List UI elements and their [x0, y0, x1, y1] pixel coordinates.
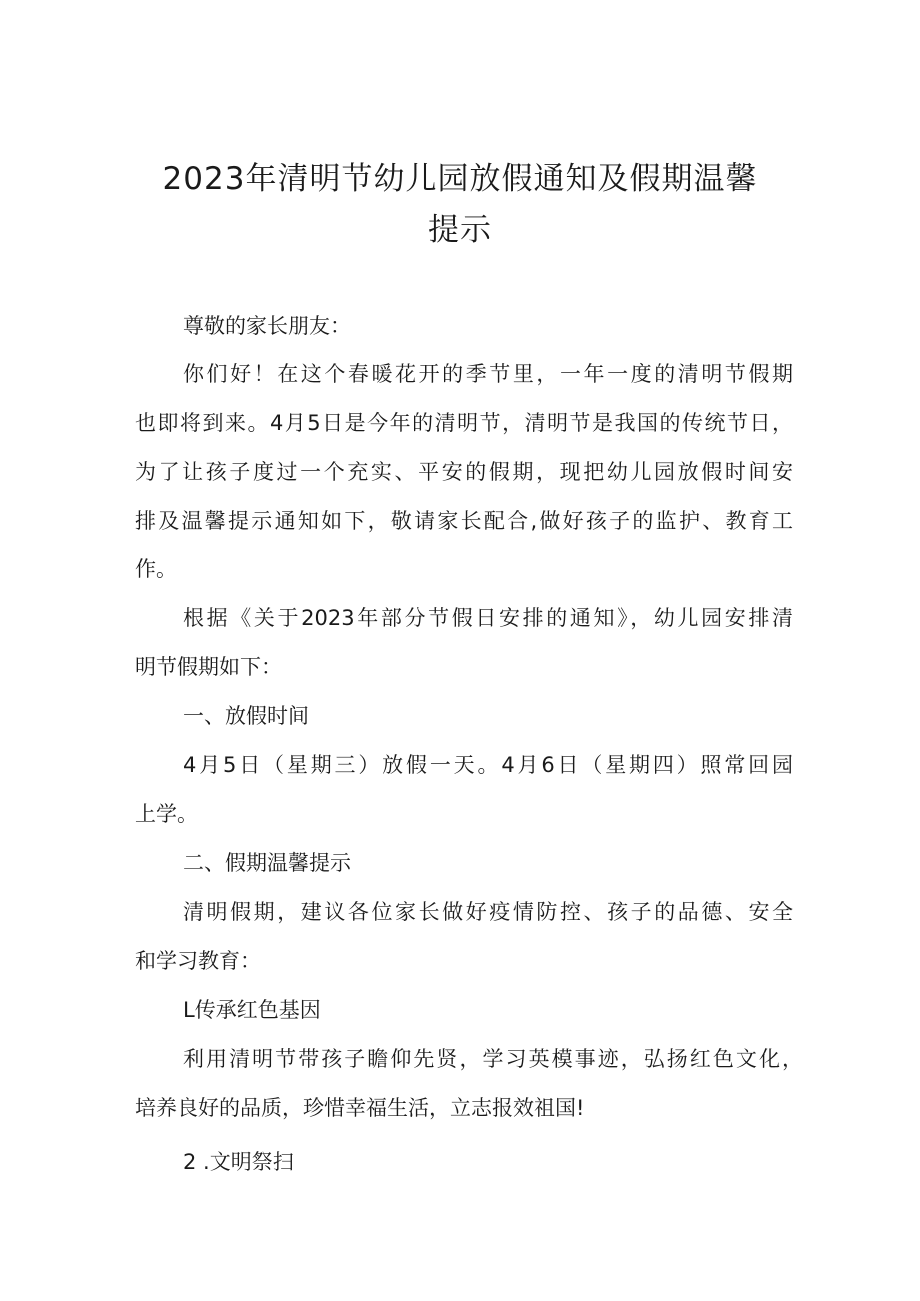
item2-title: 2 .文明祭扫 — [183, 1150, 294, 1174]
paragraph1-line-1: 你们好！在这个春暖花开的季节里，一年一度的清明节假期 — [183, 362, 793, 386]
salutation: 尊敬的家长朋友： — [183, 314, 351, 338]
section2-intro-line-2: 和学习教育： — [135, 949, 261, 973]
paragraph2-line-1: 根据《关于2023年部分节假日安排的通知》，幼儿园安排清 — [183, 606, 793, 630]
section1-heading: 一、放假时间 — [183, 704, 309, 728]
item1-body-line-2: 培养良好的品质，珍惜幸福生活，立志报效祖国! — [135, 1096, 585, 1120]
item1-body-line-1: 利用清明节带孩子瞻仰先贤，学习英模事迹，弘扬红色文化， — [183, 1047, 803, 1071]
paragraph1-line-3: 为了让孩子度过一个充实、平安的假期，现把幼儿园放假时间安 — [135, 460, 793, 484]
paragraph1-line-2: 也即将到来。4月5日是今年的清明节，清明节是我国的传统节日， — [135, 411, 793, 435]
section1-body-line-1: 4月5日（星期三）放假一天。4月6日（星期四）照常回园 — [183, 753, 793, 777]
paragraph1-line-4: 排及温馨提示通知如下，敬请家长配合,做好孩子的监护、教育工 — [135, 509, 793, 533]
paragraph2-line-2: 明节假期如下： — [135, 655, 282, 679]
section2-intro-line-1: 清明假期，建议各位家长做好疫情防控、孩子的品德、安全 — [183, 900, 793, 924]
document-title-line-1: 2023年清明节幼儿园放假通知及假期温馨 — [162, 161, 758, 197]
document-title-line-2: 提示 — [428, 212, 492, 248]
section2-heading: 二、假期温馨提示 — [183, 851, 351, 875]
section1-body-line-2: 上学。 — [135, 802, 198, 826]
item1-title: L传承红色基因 — [183, 998, 321, 1022]
paragraph1-line-5: 作。 — [135, 557, 177, 581]
